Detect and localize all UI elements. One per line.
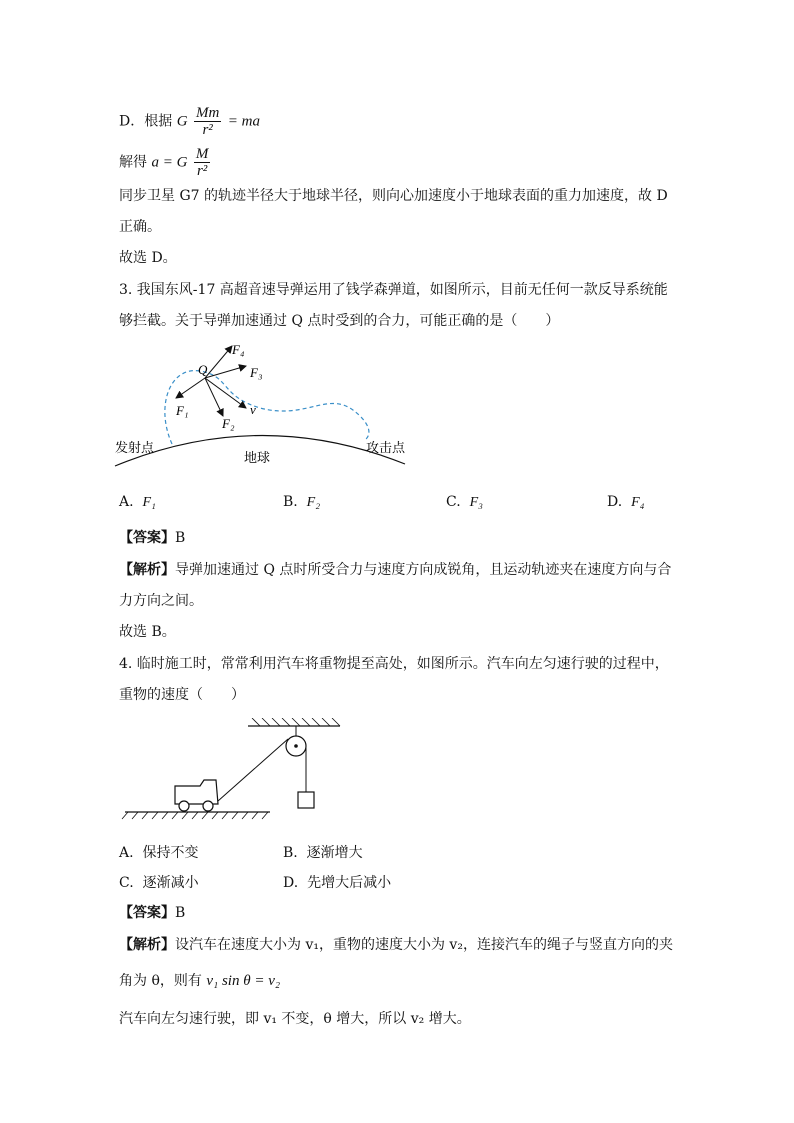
q2-explain-line-1: 同步卫星 G7 的轨迹半径大于地球半径，则向心加速度小于地球表面的重力加速度，故 D xyxy=(119,188,668,204)
q3-choose: 故选 B。 xyxy=(119,624,176,640)
q3-option-a: A. F₁ xyxy=(119,494,156,510)
car-pulley-figure xyxy=(120,718,350,822)
arrow-v xyxy=(205,378,246,408)
label-q: Q xyxy=(198,362,208,377)
q3-stem-line-1: 3. 我国东风-17 高超音速导弹运用了钱学森弹道，如图所示，目前无任何一款反导系统能 xyxy=(119,282,668,298)
label-f3: F₃ xyxy=(250,365,263,380)
q4-option-d: D. 先增大后减小 xyxy=(283,875,392,891)
q3-option-b: B. F₂ xyxy=(283,494,321,510)
q2-choose: 故选 D。 xyxy=(119,250,177,266)
label-f1: F₁ xyxy=(176,403,189,418)
fraction-m-r2: $\frac{M}{\text{r²}}$ xyxy=(195,146,209,179)
q3-analysis-line-1: 【解析】导弹加速通过 Q 点时所受合力与速度方向成锐角，且运动轨迹夹在速度方向与合 xyxy=(119,562,672,578)
label-f4: F₄ xyxy=(232,342,245,357)
car-wheel-rear xyxy=(179,801,189,811)
q4-option-c: C. 逐渐减小 xyxy=(119,875,199,891)
q3-option-d: D. F₄ xyxy=(607,494,645,510)
arrow-f2 xyxy=(205,378,223,416)
label-f2: F₂ xyxy=(222,416,235,431)
rope-to-car xyxy=(218,739,288,801)
q4-analysis-line-1: 【解析】设汽车在速度大小为 v₁，重物的速度大小为 v₂，连接汽车的绳子与竖直方向的夹 xyxy=(119,937,673,953)
q4-stem-line-2: 重物的速度（ ） xyxy=(119,687,245,703)
arrow-f1 xyxy=(176,378,205,398)
q4-answer: 【答案】B xyxy=(119,905,186,921)
label-target: 攻击点 xyxy=(366,441,406,456)
formula-line-1: D．根据 G $\frac{Mm}{\text{r²}}$ = ma xyxy=(119,105,260,138)
label-earth: 地球 xyxy=(244,451,271,466)
q4-analysis-line-3: 汽车向左匀速行驶，即 v₁ 不变，θ 增大，所以 v₂ 增大。 xyxy=(119,1011,471,1027)
q3-stem-line-2: 够拦截。关于导弹加速通过 Q 点时受到的合力，可能正确的是（ ） xyxy=(119,313,560,329)
car-wheel-front xyxy=(203,801,213,811)
q4-option-a: A. 保持不变 xyxy=(119,845,199,861)
q4-option-b: B. 逐渐增大 xyxy=(283,845,363,861)
ceiling-hatch xyxy=(252,718,340,726)
q3-answer: 【答案】B xyxy=(119,530,186,546)
solve-prefix: 解得 xyxy=(119,154,147,171)
q4-stem-line-1: 4. 临时施工时，常常利用汽车将重物提至高处，如图所示。汽车向左匀速行驶的过程中， xyxy=(119,656,669,672)
option-d-prefix: D．根据 xyxy=(119,113,173,130)
ground-hatch xyxy=(122,812,268,819)
q3-option-c: C. F₃ xyxy=(446,494,483,510)
car-body xyxy=(175,780,218,804)
weight-block xyxy=(298,792,314,808)
q3-analysis-line-2: 力方向之间。 xyxy=(119,593,203,609)
trajectory-dashed-curve xyxy=(165,371,369,444)
q2-explain-line-2: 正确。 xyxy=(119,219,161,235)
label-launch: 发射点 xyxy=(115,441,155,456)
missile-trajectory-figure xyxy=(110,336,420,468)
arrow-f4 xyxy=(205,346,232,378)
velocity-relation: v₁ sin θ = v₂ xyxy=(206,973,281,989)
arrow-f3 xyxy=(205,366,246,378)
label-v: v xyxy=(250,402,256,417)
pulley-axle xyxy=(294,744,298,748)
formula-line-2: 解得 a = G $\frac{M}{\text{r²}}$ xyxy=(119,146,209,179)
fraction-mm-r2: $\frac{Mm}{\text{r²}}$ xyxy=(195,105,220,138)
q4-analysis-line-2: 角为 θ，则有 v₁ sin θ = v₂ xyxy=(119,973,281,989)
